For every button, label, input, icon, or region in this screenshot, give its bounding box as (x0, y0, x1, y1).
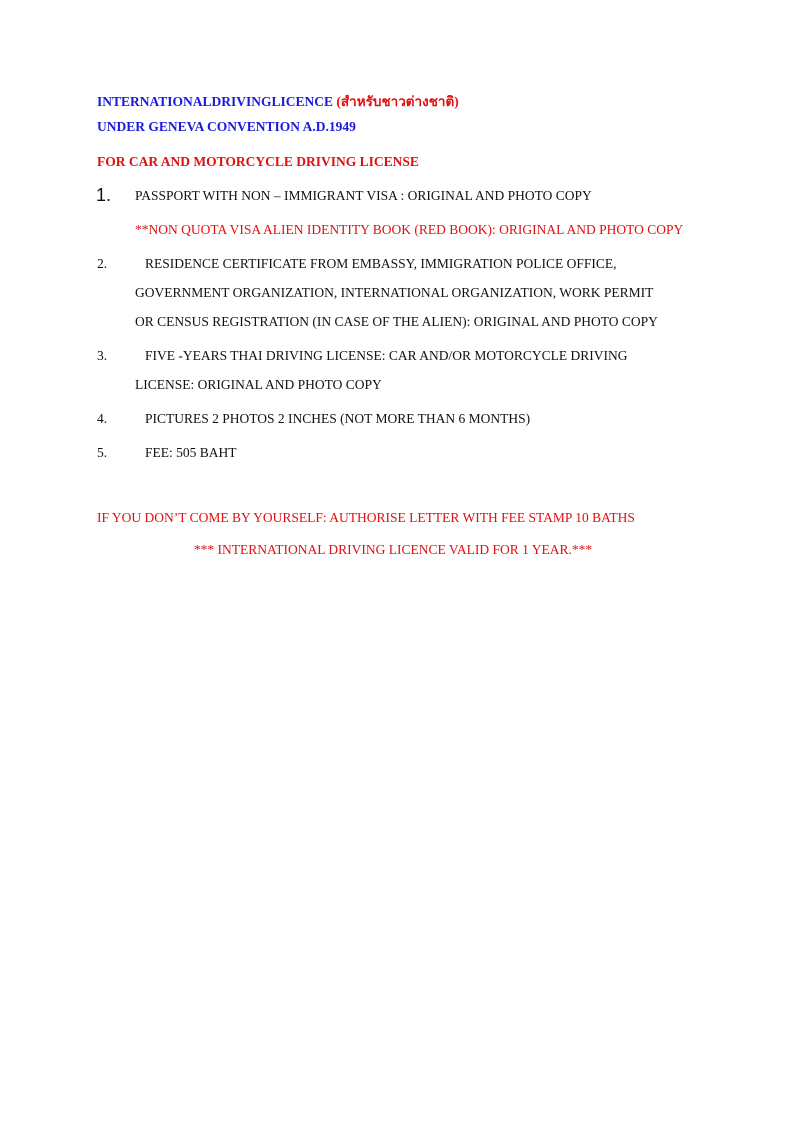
item-number: 1. (96, 185, 112, 205)
item-text: OR CENSUS REGISTRATION (IN CASE OF THE ALIEN): ORIGINAL AND PHOTO COPY (135, 314, 658, 329)
item-number: 5. (97, 445, 108, 460)
item-text: FEE: 505 BAHT (145, 445, 237, 460)
title-thai: (สำหรับชาวต่างชาติ) (336, 94, 459, 109)
item-text: GOVERNMENT ORGANIZATION, INTERNATIONAL ORGANIZATION, WORK PERMIT (135, 285, 654, 300)
item-number: 4. (97, 411, 108, 426)
title-english: INTERNATIONALDRIVINGLICENCE (97, 94, 334, 109)
item-note: **NON QUOTA VISA ALIEN IDENTITY BOOK (RED BOOK): ORIGINAL AND PHOTO COPY (135, 222, 684, 237)
item-text: LICENSE: ORIGINAL AND PHOTO COPY (135, 377, 382, 392)
authorise-note: IF YOU DON’T COME BY YOURSELF: AUTHORISE LETTER WITH FEE STAMP 10 BATHS (97, 510, 635, 525)
item-text: PASSPORT WITH NON – IMMIGRANT VISA : ORIGINAL AND PHOTO COPY (135, 188, 592, 203)
document-title (97, 90, 459, 112)
item-text: FIVE -YEARS THAI DRIVING LICENSE: CAR AND/OR MOTORCYCLE DRIVING (145, 348, 628, 363)
section-heading: FOR CAR AND MOTORCYCLE DRIVING LICENSE (97, 154, 419, 169)
item-text: RESIDENCE CERTIFICATE FROM EMBASSY, IMMIGRATION POLICE OFFICE, (145, 256, 617, 271)
item-number: 2. (97, 256, 108, 271)
validity-note: *** INTERNATIONAL DRIVING LICENCE VALID FOR 1 YEAR.*** (193, 542, 593, 557)
item-text: PICTURES 2 PHOTOS 2 INCHES (NOT MORE THAN 6 MONTHS) (145, 411, 531, 426)
item-number: 3. (97, 348, 108, 363)
document-subtitle: UNDER GENEVA CONVENTION A.D.1949 (97, 119, 356, 134)
